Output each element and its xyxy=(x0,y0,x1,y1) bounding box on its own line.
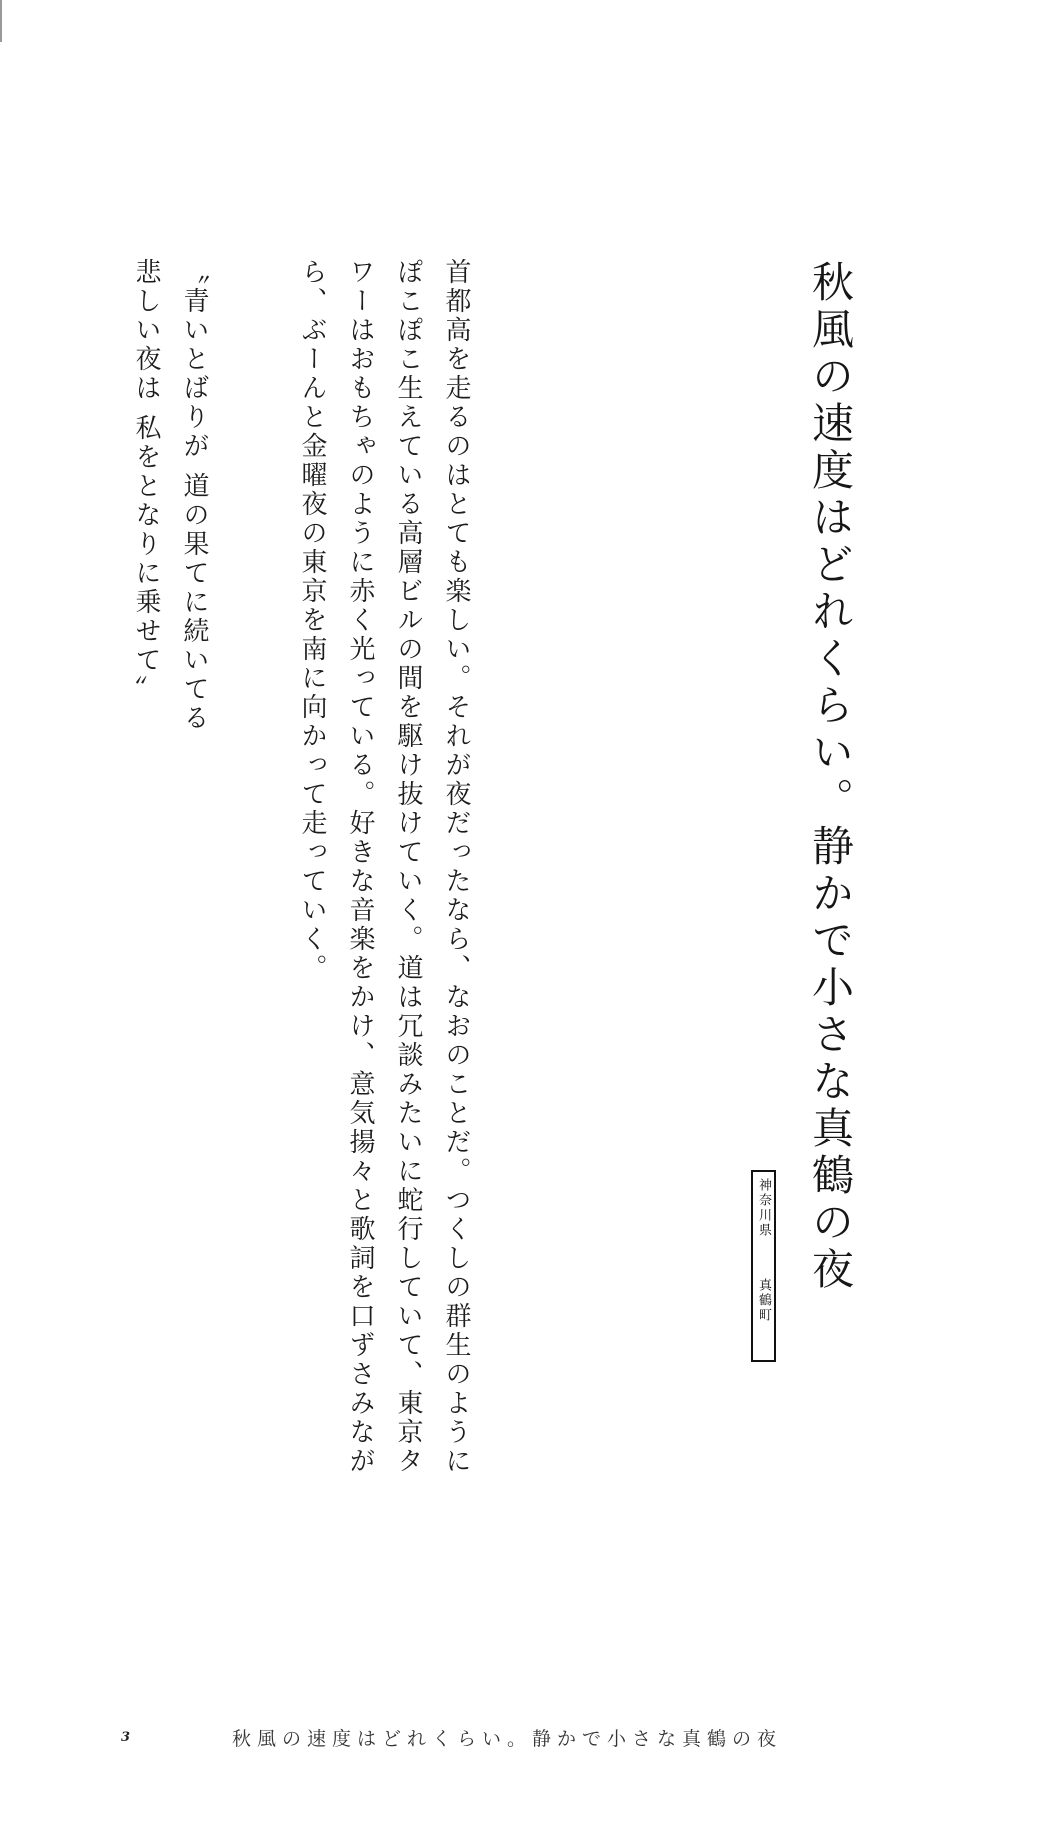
location-town: 真鶴町 xyxy=(756,1278,771,1323)
page-edge-mark xyxy=(0,0,2,42)
page-number: 3 xyxy=(121,1730,131,1745)
running-title: 秋風の速度はどれくらい。静かで小さな真鶴の夜 xyxy=(232,1728,783,1750)
page-footer xyxy=(0,1724,1052,1754)
location-tag xyxy=(751,1170,776,1362)
article-title: 秋風の速度はどれくらい。静かで小さな真鶴の夜 xyxy=(806,260,855,1294)
lyric-quote: 〝青いとばりが 道の果てに続いてる 悲しい夜は 私をとなりに乗せて〟 xyxy=(131,258,209,734)
article-body: 首都高を走るのはとても楽しい。それが夜だったなら、なおのことだ。つくしの群生のようにぽこぽこ生えている高層ビルの間を駆け抜けていく。道は冗談みたいに蛇行していて、東京タワーはおもちゃのように赤く光っている。好きな音楽をかけ、意気揚々と歌詞を口ずさみながら、ぶーんと金曜夜の東京を南に向かって走っていく。 xyxy=(297,258,471,1476)
location-text xyxy=(753,1178,774,1358)
location-prefecture: 神奈川県 xyxy=(756,1178,771,1238)
